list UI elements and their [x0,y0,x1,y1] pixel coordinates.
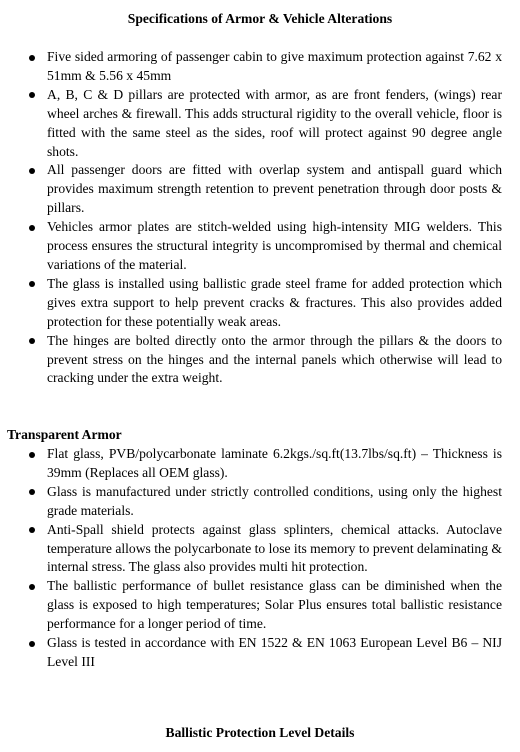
list-item-text: Anti-Spall shield protects against glass splinters, chemical attacks. Autoclave temperature allows the polycarbonate to lose its memory to prevent delaminating & internal stress. The glass also provides multi hit protection. [47,521,502,575]
list-item-text: Glass is tested in accordance with EN 1522 & EN 1063 European Level B6 – NIJ Level III [47,635,502,669]
bullet-icon [29,225,35,231]
ballistic-protection-title: Ballistic Protection Level Details [165,725,355,740]
list-item [0,218,502,275]
transparent-armor-heading: Transparent Armor [7,427,122,442]
list-item [0,483,502,521]
list-item-text: The ballistic performance of bullet resistance glass can be diminished when the glass is exposed to high temperatures; Solar Plus ensures total ballistic resistance performance for a longer period of time. [47,578,502,632]
armor-specifications-list [0,48,502,388]
list-item [0,48,502,86]
list-item [0,161,502,218]
bullet-icon [29,584,35,590]
transparent-armor-list [0,445,502,672]
list-item [0,445,502,483]
list-item-text: The glass is installed using ballistic grade steel frame for added protection which gives extra support to help prevent cracks & fractures. This also provides added protection for these potentially weak areas. [47,275,502,329]
bullet-icon [29,168,35,174]
bullet-icon [29,641,35,647]
list-item [0,634,502,672]
list-item [0,275,502,332]
list-item-text: The hinges are bolted directly onto the armor through the pillars & the doors to prevent stress on the hinges and the internal panels which otherwise will lead to cracking under the extra weight. [47,332,502,386]
bullet-icon [29,527,35,533]
bullet-icon [29,489,35,495]
list-item-text: Glass is manufactured under strictly controlled conditions, using only the highest grade materials. [47,483,502,518]
list-item [0,521,502,578]
list-item-text: All passenger doors are fitted with overlap system and antispall guard which provides maximum strength retention to prevent penetration through door posts & pillars. [47,162,502,216]
bullet-icon [29,55,35,61]
list-item [0,86,502,162]
list-item-text: Five sided armoring of passenger cabin to give maximum protection against 7.62 x 51mm & 5.56 x 45mm [47,49,502,83]
bullet-icon [29,452,35,458]
bullet-icon [29,281,35,287]
list-item-text: A, B, C & D pillars are protected with armor, as are front fenders, (wings) rear wheel arches & firewall. This adds structural rigidity to the overall vehicle, floor is fitted with the same steel as the sides, roof will protect against 90 degree angle shots. [47,86,502,159]
specifications-title: Specifications of Armor & Vehicle Alterations [127,11,393,26]
list-item [0,577,502,634]
list-item-text: Vehicles armor plates are stitch-welded using high-intensity MIG welders. This process ensures the structural integrity is uncompromised by thermal and chemical variations of the material. [47,219,502,272]
list-item [0,332,502,389]
bullet-icon [29,338,35,344]
bullet-icon [29,92,35,98]
list-item-text: Flat glass, PVB/polycarbonate laminate 6.2kgs./sq.ft(13.7lbs/sq.ft) – Thickness is 39mm (Replaces all OEM glass). [47,446,502,480]
